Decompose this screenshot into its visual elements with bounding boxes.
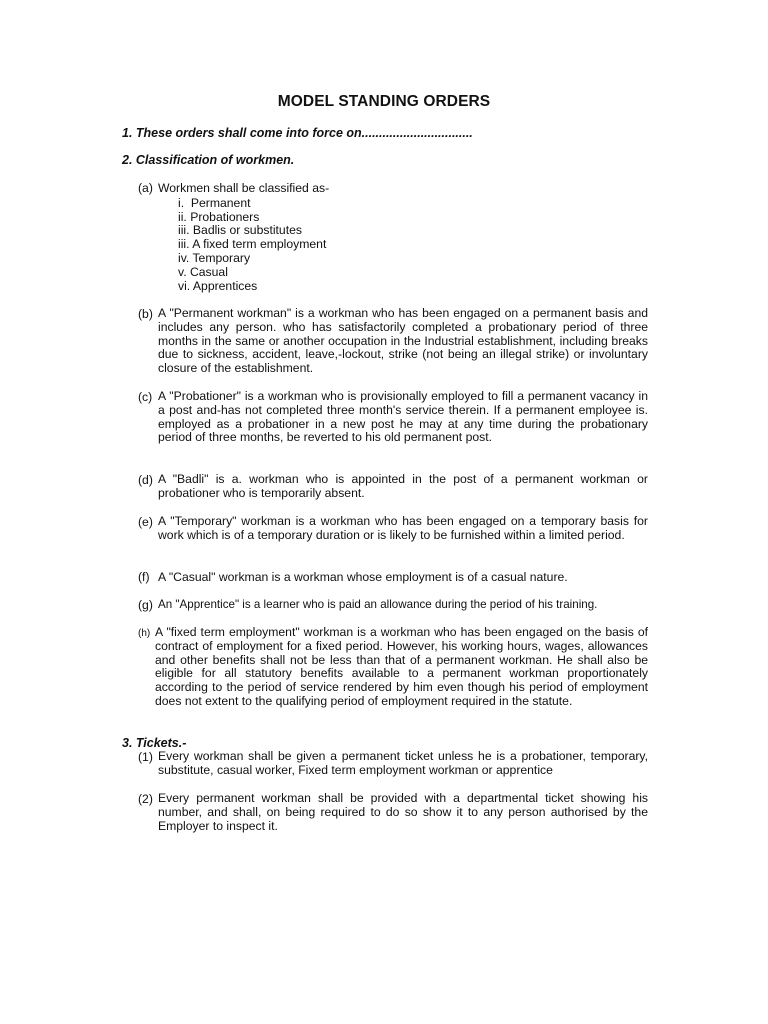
ticket-clause-1-text: Every workman shall be given a permanent ticket unless he is a probationer, temporary, substitute, casual worker, Fixed term employment workman or apprentice — [158, 749, 648, 777]
list-item-number: vi. — [178, 279, 191, 293]
clause-a-label: (a) — [138, 181, 153, 195]
list-item — [178, 196, 251, 210]
list-item — [178, 237, 326, 251]
list-item-text: Badlis or substitutes — [192, 223, 302, 237]
clause-b-text: A "Permanent workman" is a workman who has been engaged on a permanent basis and includes any person. who has satisfactorily completed a probationary period of three months in the same or another occupation in the Industrial establishment, including breaks due to sickness, accident, leave,-lockout, strike (not being an illegal strike) or involuntary closure of the establishment. — [158, 306, 648, 376]
list-item-number: v. — [178, 265, 187, 279]
list-item-text: Probationers — [190, 210, 260, 224]
clause-d-label: (d) — [138, 473, 153, 487]
list-item — [178, 210, 259, 224]
clause-c-label: (c) — [138, 390, 153, 404]
section-3-heading: 3. Tickets.- — [122, 736, 187, 750]
list-item-text: Apprentices — [192, 279, 258, 293]
list-item-number: iii. — [178, 223, 190, 237]
clause-c-text: A "Probationer" is a workman who is provisionally employed to fill a permanent vacancy in a post and-has not completed three month's service therein. If a permanent employee is. employed as a probationer in a new post he may at any time during the probationary period of three months, be reverted to his old permanent post. — [158, 389, 648, 445]
ticket-clause-2-label: (2) — [138, 792, 153, 806]
list-item-text: A fixed term employment — [192, 237, 327, 251]
clause-g-text: An "Apprentice" is a learner who is paid an allowance during the period of his training. — [158, 598, 598, 611]
ticket-clause-1-label: (1) — [138, 750, 153, 764]
clause-e-label: (e) — [138, 515, 153, 529]
clause-a-text: Workmen shall be classified as- — [158, 181, 330, 195]
section-1-heading: 1. These orders shall come into force on................................ — [122, 126, 473, 140]
clause-g-label: (g) — [138, 598, 153, 612]
list-item — [178, 279, 257, 293]
list-item-text: Permanent — [190, 196, 251, 210]
list-item-number: i. — [178, 196, 185, 210]
list-item-number: iv. — [178, 251, 190, 265]
list-item — [178, 265, 228, 279]
clause-e-text: A "Temporary" workman is a workman who has been engaged on a temporary basis for work which is of a temporary duration or is likely to be furnished within a limited period. — [158, 514, 648, 542]
ticket-clause-2-text: Every permanent workman shall be provided with a departmental ticket showing his number, and shall, on being required to do so show it to any person authorised by the Employer to inspect it. — [158, 791, 648, 833]
list-item-number: ii. — [178, 210, 187, 224]
list-item — [178, 223, 302, 237]
list-item-text: Casual — [189, 265, 228, 279]
clause-f-label: (f) — [138, 570, 150, 584]
clause-f-text: A "Casual" workman is a workman whose employment is of a casual nature. — [158, 570, 568, 584]
list-item — [178, 251, 250, 265]
clause-b-label: (b) — [138, 307, 153, 321]
list-item-number: iii. — [178, 237, 190, 251]
clause-h-text: A "fixed term employment" workman is a workman who has been engaged on the basis of contract of employment for a fixed period. However, his working hours, wages, allowances and other benefits shall not be less than that of a permanent workman. He shall also be eligible for all statutory benefits available to a permanent workman proportionately according to the period of service rendered by him even though his period of employment does not extent to the qualifying period of employment required in the statute. — [155, 625, 648, 708]
clause-d-text: A "Badli" is a. workman who is appointed in the post of a permanent workman or probationer who is temporarily absent. — [158, 472, 648, 500]
page-title: MODEL STANDING ORDERS — [277, 93, 491, 110]
clause-h-label: (h) — [138, 628, 151, 639]
list-item-text: Temporary — [192, 251, 251, 265]
section-2-heading: 2. Classification of workmen. — [122, 153, 295, 167]
